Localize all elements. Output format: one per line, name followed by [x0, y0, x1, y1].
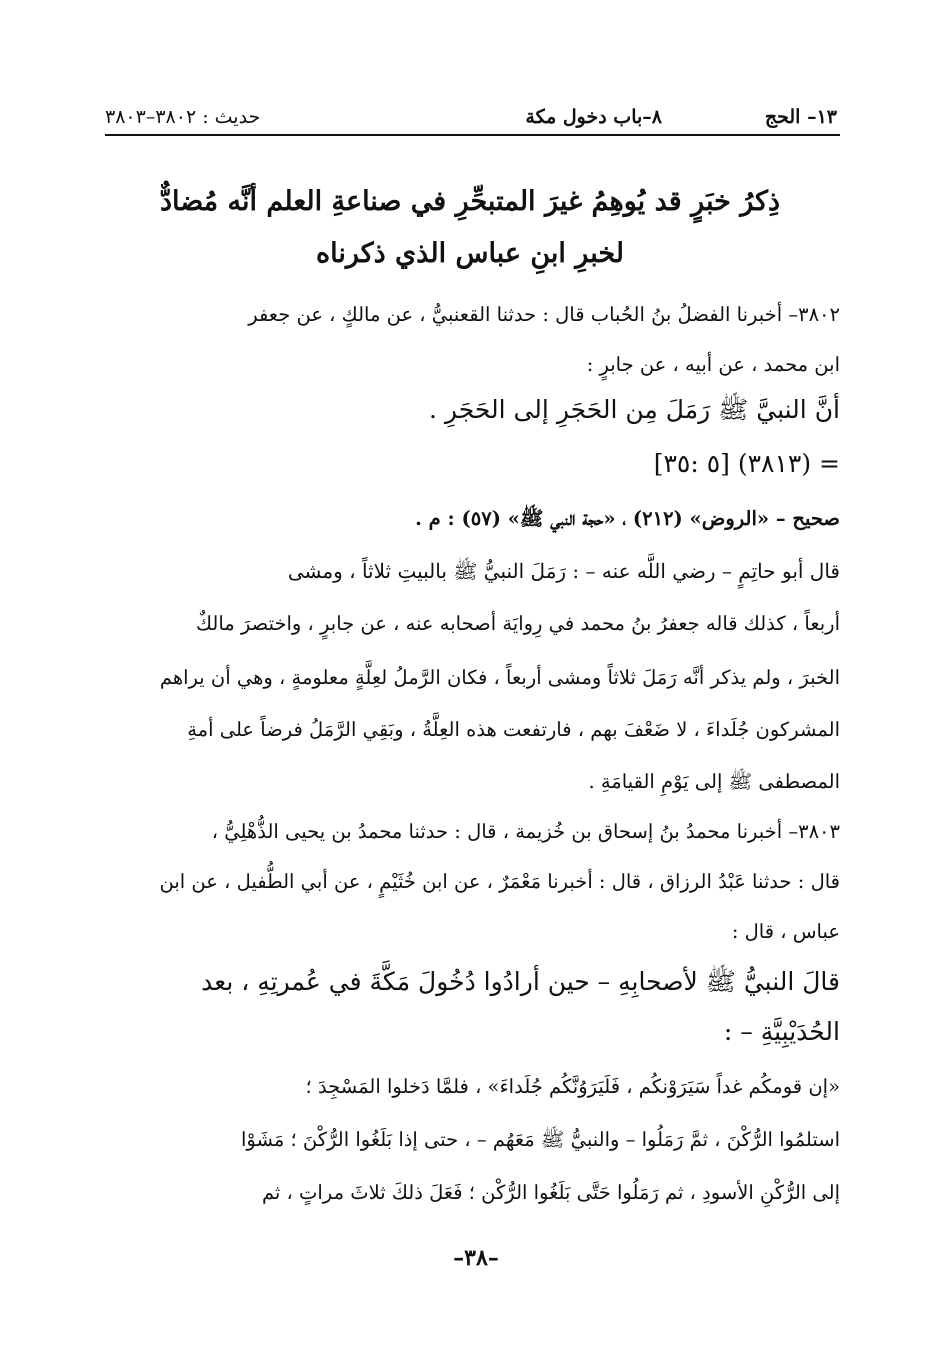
hadith-3803-quote-3: إلى الرُّكْنِ الأسودِ ، ثم رَمَلُوا حَتَّى بَلَغُوا الرُّكْن ؛ فَعَلَ ذلكَ ثلاثَ مراتٍ ، ثم — [261, 1181, 840, 1204]
hadith-3803-isnad-3: عباس ، قال : — [731, 920, 840, 943]
section-title: ٨–باب دخول مكة — [525, 106, 662, 128]
header-rule — [105, 134, 840, 136]
hadith-3803-isnad-1: ٣٨٠٣– أخبرنا محمدُ بنُ إسحاق بن خُزيمة ، قال : حدثنا محمدُ بن يحيى الذُّهْلِيُّ ، — [211, 820, 840, 843]
hadith-3802-isnad-1: ٣٨٠٢– أخبرنا الفضلُ بنُ الحُباب قال : حدثنا القعنبيُّ ، عن مالكٍ ، عن جعفر — [248, 303, 840, 326]
chapter-heading-line2: لخبرِ ابنِ عباس الذي ذكرناه — [315, 238, 624, 269]
commentary-line1: قال أبو حاتِمٍ – رضي اللَّه عنه – : رَمَلَ النبيُّ ﷺ بالبيتِ ثلاثاً ، ومشى — [287, 559, 840, 583]
hadith-range: حديث : ٣٨٠٢–٣٨٠٣ — [105, 106, 261, 128]
chapter-heading-line1: ذِكرُ خبَرٍ قد يُوهِمُ غيرَ المتبحِّرِ في صناعةِ العلم أنَّه مُضادٌّ — [160, 186, 780, 217]
chapter-title: ١٣– الحج — [764, 106, 837, 128]
page-number: –٣٨– — [453, 1245, 499, 1271]
commentary-line5: المصطفى ﷺ إلى يَوْمِ القيامَةِ . — [588, 770, 840, 793]
commentary-line4: المشركون جُلَداءَ ، لا ضَعْفَ بهم ، فارتفعت هذه العِلَّةُ ، وبَقِي الرَّمَلُ فرضاً على أمةِ — [187, 718, 840, 741]
hadith-3803-quote-1: «إن قومكُم غداً سَيَرَوْنكُم ، فَلَيَرَوُنَّكُم جُلَداءَ» ، فلمَّا دَخلوا المَسْجِدَ ؛ — [305, 1075, 840, 1098]
hadith-3802-reference: = (٣٨١٣) [٥ :٣٥] — [653, 449, 840, 478]
hadith-3803-isnad-2: قال : حدثنا عَبْدُ الرزاق ، قال : أخبرنا مَعْمَرٌ ، عن ابن خُثَيْمٍ ، عن أبي الطُّفيل ، عن ابن — [159, 870, 840, 893]
hadith-3802-matn: أنَّ النبيَّ ﷺ رَمَلَ مِن الحَجَرِ إلى الحَجَرِ . — [429, 395, 840, 424]
hadith-3803-quote-2: استلمُوا الرُّكْنَ ، ثمَّ رَمَلُوا – والنبيُّ ﷺ مَعَهُم – ، حتى إذا بَلَغُوا الرُّكْنَ ؛ مَشَوْا — [240, 1128, 840, 1151]
hadith-3802-grade: صحيح – «الروض» (٢١٢) ، «حجة النبي ﷺ» (٥٧) : م . — [415, 507, 840, 530]
hadith-3803-matn-1: قالَ النبيُّ ﷺ لأصحابِهِ – حين أرادُوا دُخُولَ مَكَّةَ في عُمرتِهِ ، بعد — [201, 967, 840, 996]
commentary-line2: أربعاً ، كذلك قاله جعفرُ بنُ محمد في رِوايَة أصحابه عنه ، عن جابرٍ ، واختصرَ مالكٌ — [195, 612, 840, 635]
hadith-3803-matn-2: الحُدَيْبِيَّةِ – : — [723, 1017, 840, 1046]
commentary-line3: الخبرَ ، ولم يذكر أنَّه رَمَلَ ثلاثاً ومشى أربعاً ، فكان الرَّملُ لعِلَّةٍ معلومةٍ ، وهي أن يراهم — [159, 666, 840, 689]
running-header — [105, 102, 837, 132]
hadith-3802-isnad-2: ابن محمد ، عن أبيه ، عن جابرٍ : — [586, 353, 840, 376]
